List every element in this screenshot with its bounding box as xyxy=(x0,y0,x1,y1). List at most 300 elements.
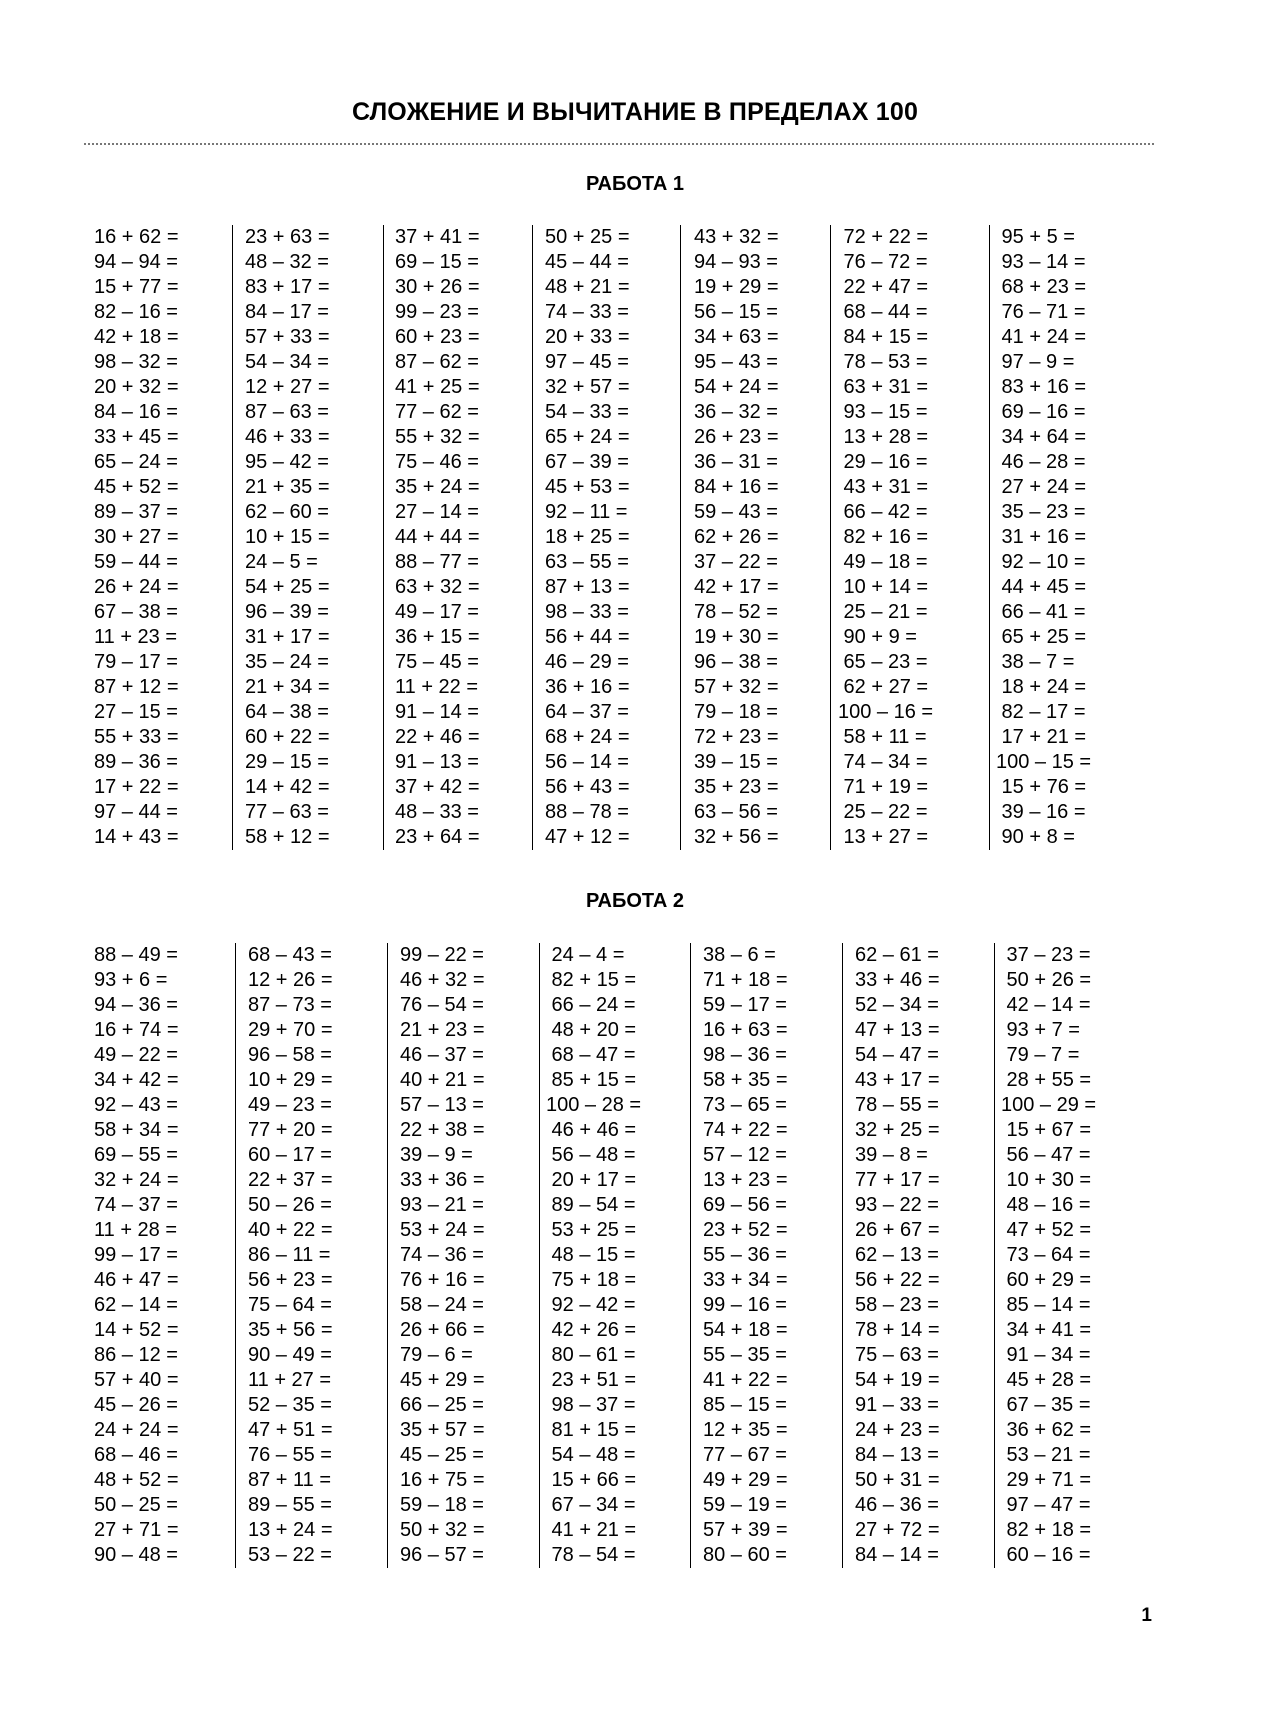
expression: 26 + 67 = xyxy=(855,1219,940,1241)
expression: 68 – 43 = xyxy=(248,944,332,966)
expression: 50 + 32 = xyxy=(400,1519,485,1541)
expression: 53 – 22 = xyxy=(248,1544,332,1566)
expression: 54 – 33 = xyxy=(545,401,629,423)
expression: 95 – 42 = xyxy=(245,451,329,473)
expression: 30 + 26 = xyxy=(395,276,480,298)
expression: 75 + 18 = xyxy=(546,1269,637,1291)
expression: 73 – 64 = xyxy=(1001,1244,1091,1266)
expression: 38 – 7 = xyxy=(996,651,1075,673)
expression: 18 + 24 = xyxy=(996,676,1087,698)
expression: 78 + 14 = xyxy=(855,1319,940,1341)
expression: 35 – 23 = xyxy=(996,501,1086,523)
expression: 23 + 63 = xyxy=(245,226,330,248)
expression: 48 – 33 = xyxy=(395,801,479,823)
expression: 68 + 24 = xyxy=(545,726,630,748)
expression: 57 + 40 = xyxy=(94,1369,179,1391)
expression: 68 + 23 = xyxy=(996,276,1087,298)
expression: 48 – 16 = xyxy=(1001,1194,1091,1216)
expression: 84 – 16 = xyxy=(94,401,178,423)
expression: 99 – 17 = xyxy=(94,1244,178,1266)
expression: 62 – 61 = xyxy=(855,944,939,966)
expression: 92 – 43 = xyxy=(94,1094,178,1116)
expression: 50 – 26 = xyxy=(248,1194,332,1216)
expression: 45 + 53 = xyxy=(545,476,630,498)
expression: 69 – 15 = xyxy=(395,251,479,273)
expression: 60 + 22 = xyxy=(245,726,330,748)
expression: 85 – 15 = xyxy=(703,1394,787,1416)
expression: 66 – 25 = xyxy=(400,1394,484,1416)
expression: 45 – 44 = xyxy=(545,251,629,273)
expression: 65 – 23 = xyxy=(838,651,928,673)
expression: 27 – 15 = xyxy=(94,701,178,723)
expression: 22 + 37 = xyxy=(248,1169,333,1191)
expression: 16 + 63 = xyxy=(703,1019,788,1041)
expression: 13 + 27 = xyxy=(838,826,929,848)
expression: 66 – 24 = xyxy=(546,994,636,1016)
expression: 71 + 18 = xyxy=(703,969,788,991)
expression: 87 – 73 = xyxy=(248,994,332,1016)
expression: 45 + 29 = xyxy=(400,1369,485,1391)
expression: 52 – 35 = xyxy=(248,1394,332,1416)
expression: 95 – 43 = xyxy=(694,351,778,373)
work-1-column-4 xyxy=(532,225,630,850)
expression: 24 + 23 = xyxy=(855,1419,940,1441)
expression: 31 + 17 = xyxy=(245,626,330,648)
expression: 77 – 63 = xyxy=(245,801,329,823)
expression: 11 + 22 = xyxy=(395,676,479,698)
expression: 67 – 39 = xyxy=(545,451,629,473)
expression: 97 – 45 = xyxy=(545,351,629,373)
expression: 12 + 27 = xyxy=(245,376,330,398)
expression: 43 + 32 = xyxy=(694,226,779,248)
expression: 98 – 37 = xyxy=(546,1394,636,1416)
expression: 53 + 24 = xyxy=(400,1219,485,1241)
expression: 41 + 22 = xyxy=(703,1369,788,1391)
expression: 11 + 23 = xyxy=(94,626,178,648)
expression: 55 + 32 = xyxy=(395,426,480,448)
expression: 90 – 49 = xyxy=(248,1344,332,1366)
expression: 69 – 55 = xyxy=(94,1144,178,1166)
expression: 78 – 54 = xyxy=(546,1544,636,1566)
expression: 34 + 41 = xyxy=(1001,1319,1092,1341)
expression: 27 + 72 = xyxy=(855,1519,940,1541)
expression: 46 + 32 = xyxy=(400,969,485,991)
expression: 21 + 34 = xyxy=(245,676,330,698)
work-1-column-5 xyxy=(680,225,779,850)
expression: 54 + 25 = xyxy=(245,576,330,598)
expression: 11 + 28 = xyxy=(94,1219,178,1241)
expression: 63 + 31 = xyxy=(838,376,929,398)
expression: 100 – 29 = xyxy=(1001,1094,1097,1116)
expression: 46 + 47 = xyxy=(94,1269,179,1291)
expression: 45 – 25 = xyxy=(400,1444,484,1466)
expression: 63 + 32 = xyxy=(395,576,480,598)
expression: 47 + 51 = xyxy=(248,1419,333,1441)
expression: 18 + 25 = xyxy=(545,526,630,548)
expression: 21 + 23 = xyxy=(400,1019,485,1041)
expression: 17 + 22 = xyxy=(94,776,179,798)
expression: 74 + 22 = xyxy=(703,1119,788,1141)
expression: 78 – 53 = xyxy=(838,351,928,373)
expression: 59 – 19 = xyxy=(703,1494,787,1516)
expression: 12 + 26 = xyxy=(248,969,333,991)
expression: 62 – 14 = xyxy=(94,1294,178,1316)
expression: 59 – 18 = xyxy=(400,1494,484,1516)
expression: 65 + 24 = xyxy=(545,426,630,448)
expression: 62 – 60 = xyxy=(245,501,329,523)
expression: 22 + 38 = xyxy=(400,1119,485,1141)
expression: 49 + 29 = xyxy=(703,1469,788,1491)
expression: 45 + 28 = xyxy=(1001,1369,1092,1391)
expression: 87 – 62 = xyxy=(395,351,479,373)
expression: 36 + 16 = xyxy=(545,676,630,698)
expression: 11 + 27 = xyxy=(248,1369,332,1391)
expression: 13 + 23 = xyxy=(703,1169,788,1191)
expression: 37 + 41 = xyxy=(395,226,480,248)
expression: 54 + 19 = xyxy=(855,1369,940,1391)
expression: 69 – 16 = xyxy=(996,401,1086,423)
expression: 24 – 5 = xyxy=(245,551,318,573)
expression: 82 – 17 = xyxy=(996,701,1086,723)
expression: 10 + 15 = xyxy=(245,526,330,548)
expression: 92 – 42 = xyxy=(546,1294,636,1316)
expression: 96 – 38 = xyxy=(694,651,778,673)
expression: 41 + 24 = xyxy=(996,326,1087,348)
expression: 46 – 36 = xyxy=(855,1494,939,1516)
expression: 64 – 37 = xyxy=(545,701,629,723)
expression: 48 + 21 = xyxy=(545,276,630,298)
expression: 46 – 29 = xyxy=(545,651,629,673)
expression: 88 – 49 = xyxy=(94,944,178,966)
expression: 38 – 6 = xyxy=(703,944,776,966)
expression: 23 + 52 = xyxy=(703,1219,788,1241)
expression: 65 – 24 = xyxy=(94,451,178,473)
expression: 14 + 52 = xyxy=(94,1319,179,1341)
expression: 14 + 43 = xyxy=(94,826,179,848)
expression: 19 + 29 = xyxy=(694,276,779,298)
work-2-column-5 xyxy=(690,943,788,1568)
expression: 30 + 27 = xyxy=(94,526,179,548)
expression: 87 + 12 = xyxy=(94,676,179,698)
expression: 41 + 21 = xyxy=(546,1519,637,1541)
page-title: СЛОЖЕНИЕ И ВЫЧИТАНИЕ В ПРЕДЕЛАХ 100 xyxy=(351,98,919,126)
work-1-column-1 xyxy=(94,225,179,850)
expression: 10 + 29 = xyxy=(248,1069,333,1091)
expression: 60 – 17 = xyxy=(248,1144,332,1166)
expression: 74 – 36 = xyxy=(400,1244,484,1266)
expression: 82 – 16 = xyxy=(94,301,178,323)
expression: 35 + 57 = xyxy=(400,1419,485,1441)
expression: 83 + 17 = xyxy=(245,276,330,298)
expression: 46 – 37 = xyxy=(400,1044,484,1066)
work-2-column-3 xyxy=(387,943,485,1568)
expression: 59 – 43 = xyxy=(694,501,778,523)
expression: 32 + 57 = xyxy=(545,376,630,398)
expression: 47 + 52 = xyxy=(1001,1219,1092,1241)
expression: 50 + 26 = xyxy=(1001,969,1092,991)
work-2-column-4 xyxy=(539,943,641,1568)
expression: 36 + 62 = xyxy=(1001,1419,1092,1441)
expression: 99 – 23 = xyxy=(395,301,479,323)
expression: 29 – 15 = xyxy=(245,751,329,773)
expression: 87 + 13 = xyxy=(545,576,630,598)
expression: 82 + 18 = xyxy=(1001,1519,1092,1541)
expression: 57 + 32 = xyxy=(694,676,779,698)
expression: 89 – 36 = xyxy=(94,751,178,773)
expression: 56 – 14 = xyxy=(545,751,629,773)
expression: 49 – 22 = xyxy=(94,1044,178,1066)
expression: 10 + 30 = xyxy=(1001,1169,1092,1191)
expression: 16 + 74 = xyxy=(94,1019,179,1041)
expression: 35 – 24 = xyxy=(245,651,329,673)
expression: 54 – 34 = xyxy=(245,351,329,373)
expression: 56 – 15 = xyxy=(694,301,778,323)
expression: 39 – 16 = xyxy=(996,801,1086,823)
expression: 58 + 34 = xyxy=(94,1119,179,1141)
expression: 48 + 52 = xyxy=(94,1469,179,1491)
expression: 95 + 5 = xyxy=(996,226,1075,248)
expression: 58 – 23 = xyxy=(855,1294,939,1316)
expression: 49 – 23 = xyxy=(248,1094,332,1116)
expression: 74 – 33 = xyxy=(545,301,629,323)
expression: 40 + 21 = xyxy=(400,1069,485,1091)
expression: 98 – 36 = xyxy=(703,1044,787,1066)
expression: 75 – 46 = xyxy=(395,451,479,473)
expression: 93 + 7 = xyxy=(1001,1019,1080,1041)
expression: 53 + 25 = xyxy=(546,1219,637,1241)
expression: 43 + 17 = xyxy=(855,1069,940,1091)
work-1-title: РАБОТА 1 xyxy=(585,173,685,195)
expression: 42 + 26 = xyxy=(546,1319,637,1341)
expression: 93 – 21 = xyxy=(400,1194,484,1216)
expression: 56 + 22 = xyxy=(855,1269,940,1291)
expression: 35 + 24 = xyxy=(395,476,480,498)
expression: 42 + 18 = xyxy=(94,326,179,348)
expression: 78 – 52 = xyxy=(694,601,778,623)
expression: 56 – 47 = xyxy=(1001,1144,1091,1166)
expression: 43 + 31 = xyxy=(838,476,929,498)
expression: 65 + 25 = xyxy=(996,626,1087,648)
expression: 23 + 51 = xyxy=(546,1369,637,1391)
expression: 35 + 56 = xyxy=(248,1319,333,1341)
expression: 57 – 12 = xyxy=(703,1144,787,1166)
expression: 36 + 15 = xyxy=(395,626,480,648)
expression: 35 + 23 = xyxy=(694,776,779,798)
expression: 98 – 32 = xyxy=(94,351,178,373)
expression: 60 – 16 = xyxy=(1001,1544,1091,1566)
expression: 36 – 32 = xyxy=(694,401,778,423)
expression: 81 + 15 = xyxy=(546,1419,637,1441)
expression: 33 + 36 = xyxy=(400,1169,485,1191)
expression: 74 – 37 = xyxy=(94,1194,178,1216)
expression: 71 + 19 = xyxy=(838,776,929,798)
expression: 72 + 22 = xyxy=(838,226,929,248)
expression: 63 – 55 = xyxy=(545,551,629,573)
work-1-column-6 xyxy=(830,225,933,850)
expression: 79 – 6 = xyxy=(400,1344,473,1366)
expression: 79 – 7 = xyxy=(1001,1044,1080,1066)
expression: 32 + 25 = xyxy=(855,1119,940,1141)
expression: 14 + 42 = xyxy=(245,776,330,798)
expression: 84 – 17 = xyxy=(245,301,329,323)
expression: 37 – 23 = xyxy=(1001,944,1091,966)
expression: 96 – 39 = xyxy=(245,601,329,623)
expression: 25 – 22 = xyxy=(838,801,928,823)
expression: 20 + 17 = xyxy=(546,1169,637,1191)
expression: 39 – 9 = xyxy=(400,1144,473,1166)
expression: 46 + 33 = xyxy=(245,426,330,448)
expression: 19 + 30 = xyxy=(694,626,779,648)
expression: 48 – 32 = xyxy=(245,251,329,273)
expression: 74 – 34 = xyxy=(838,751,928,773)
expression: 100 – 16 = xyxy=(838,701,934,723)
expression: 16 + 62 = xyxy=(94,226,179,248)
expression: 45 – 26 = xyxy=(94,1394,178,1416)
expression: 91 – 13 = xyxy=(395,751,479,773)
expression: 60 + 29 = xyxy=(1001,1269,1092,1291)
expression: 33 + 46 = xyxy=(855,969,940,991)
expression: 15 + 66 = xyxy=(546,1469,637,1491)
expression: 44 + 44 = xyxy=(395,526,480,548)
expression: 75 – 64 = xyxy=(248,1294,332,1316)
expression: 23 + 64 = xyxy=(395,826,480,848)
expression: 97 – 44 = xyxy=(94,801,178,823)
expression: 31 + 16 = xyxy=(996,526,1087,548)
expression: 79 – 18 = xyxy=(694,701,778,723)
expression: 63 – 56 = xyxy=(694,801,778,823)
expression: 12 + 35 = xyxy=(703,1419,788,1441)
expression: 66 – 42 = xyxy=(838,501,928,523)
expression: 93 – 22 = xyxy=(855,1194,939,1216)
expression: 24 + 24 = xyxy=(94,1419,179,1441)
expression: 15 + 77 = xyxy=(94,276,179,298)
expression: 44 + 45 = xyxy=(996,576,1087,598)
work-2-column-7 xyxy=(994,943,1096,1568)
expression: 91 – 33 = xyxy=(855,1394,939,1416)
expression: 54 + 24 = xyxy=(694,376,779,398)
expression: 37 – 22 = xyxy=(694,551,778,573)
expression: 80 – 61 = xyxy=(546,1344,636,1366)
expression: 68 – 47 = xyxy=(546,1044,636,1066)
expression: 39 – 15 = xyxy=(694,751,778,773)
expression: 77 – 67 = xyxy=(703,1444,787,1466)
expression: 85 + 15 = xyxy=(546,1069,637,1091)
expression: 20 + 32 = xyxy=(94,376,179,398)
expression: 47 + 13 = xyxy=(855,1019,940,1041)
expression: 26 + 66 = xyxy=(400,1319,485,1341)
expression: 67 – 34 = xyxy=(546,1494,636,1516)
expression: 77 – 62 = xyxy=(395,401,479,423)
expression: 87 + 11 = xyxy=(248,1469,332,1491)
expression: 57 + 39 = xyxy=(703,1519,788,1541)
expression: 57 – 13 = xyxy=(400,1094,484,1116)
expression: 62 + 26 = xyxy=(694,526,779,548)
expression: 60 + 23 = xyxy=(395,326,480,348)
expression: 49 – 18 = xyxy=(838,551,928,573)
expression: 85 – 14 = xyxy=(1001,1294,1091,1316)
expression: 56 + 44 = xyxy=(545,626,630,648)
expression: 13 + 24 = xyxy=(248,1519,333,1541)
expression: 84 + 15 = xyxy=(838,326,929,348)
expression: 50 + 31 = xyxy=(855,1469,940,1491)
expression: 68 – 46 = xyxy=(94,1444,178,1466)
expression: 17 + 21 = xyxy=(996,726,1087,748)
expression: 89 – 54 = xyxy=(546,1194,636,1216)
expression: 92 – 11 = xyxy=(545,501,628,523)
expression: 22 + 47 = xyxy=(838,276,929,298)
expression: 40 + 22 = xyxy=(248,1219,333,1241)
expression: 56 + 43 = xyxy=(545,776,630,798)
expression: 77 + 20 = xyxy=(248,1119,333,1141)
expression: 25 – 21 = xyxy=(838,601,928,623)
work-2-column-1 xyxy=(94,943,179,1568)
expression: 15 + 76 = xyxy=(996,776,1087,798)
expression: 48 – 15 = xyxy=(546,1244,636,1266)
page-number: 1 xyxy=(1141,1605,1152,1626)
expression: 20 + 33 = xyxy=(545,326,630,348)
expression: 87 – 63 = xyxy=(245,401,329,423)
expression: 16 + 75 = xyxy=(400,1469,485,1491)
expression: 92 – 10 = xyxy=(996,551,1086,573)
expression: 99 – 22 = xyxy=(400,944,484,966)
expression: 93 + 6 = xyxy=(94,969,168,991)
expression: 78 – 55 = xyxy=(855,1094,939,1116)
expression: 42 – 14 = xyxy=(1001,994,1091,1016)
expression: 54 – 48 = xyxy=(546,1444,636,1466)
expression: 47 + 12 = xyxy=(545,826,630,848)
expression: 90 + 8 = xyxy=(996,826,1075,848)
work-2-column-6 xyxy=(842,943,940,1568)
expression: 76 + 16 = xyxy=(400,1269,485,1291)
expression: 97 – 47 = xyxy=(1001,1494,1091,1516)
expression: 55 + 33 = xyxy=(94,726,179,748)
expression: 83 + 16 = xyxy=(996,376,1087,398)
expression: 26 + 23 = xyxy=(694,426,779,448)
work-2-column-2 xyxy=(235,943,333,1568)
expression: 76 – 55 = xyxy=(248,1444,332,1466)
expression: 50 – 25 = xyxy=(94,1494,178,1516)
expression: 76 – 71 = xyxy=(996,301,1086,323)
expression: 48 + 20 = xyxy=(546,1019,637,1041)
expression: 22 + 46 = xyxy=(395,726,480,748)
expression: 93 – 15 = xyxy=(838,401,928,423)
expression: 80 – 60 = xyxy=(703,1544,787,1566)
expression: 58 + 12 = xyxy=(245,826,330,848)
expression: 58 + 35 = xyxy=(703,1069,788,1091)
expression: 26 + 24 = xyxy=(94,576,179,598)
expression: 27 + 71 = xyxy=(94,1519,179,1541)
expression: 39 – 8 = xyxy=(855,1144,928,1166)
expression: 58 – 24 = xyxy=(400,1294,484,1316)
expression: 84 + 16 = xyxy=(694,476,779,498)
expression: 94 – 93 = xyxy=(694,251,778,273)
expression: 46 – 28 = xyxy=(996,451,1086,473)
expression: 34 + 64 = xyxy=(996,426,1087,448)
expression: 29 + 71 = xyxy=(1001,1469,1092,1491)
expression: 41 + 25 = xyxy=(395,376,480,398)
expression: 98 – 33 = xyxy=(545,601,629,623)
expression: 99 – 16 = xyxy=(703,1294,787,1316)
expression: 55 – 35 = xyxy=(703,1344,787,1366)
expression: 13 + 28 = xyxy=(838,426,929,448)
expression: 32 + 24 = xyxy=(94,1169,179,1191)
expression: 10 + 14 = xyxy=(838,576,929,598)
expression: 52 – 34 = xyxy=(855,994,939,1016)
expression: 86 – 12 = xyxy=(94,1344,178,1366)
expression: 84 – 14 = xyxy=(855,1544,939,1566)
expression: 64 – 38 = xyxy=(245,701,329,723)
expression: 72 + 23 = xyxy=(694,726,779,748)
